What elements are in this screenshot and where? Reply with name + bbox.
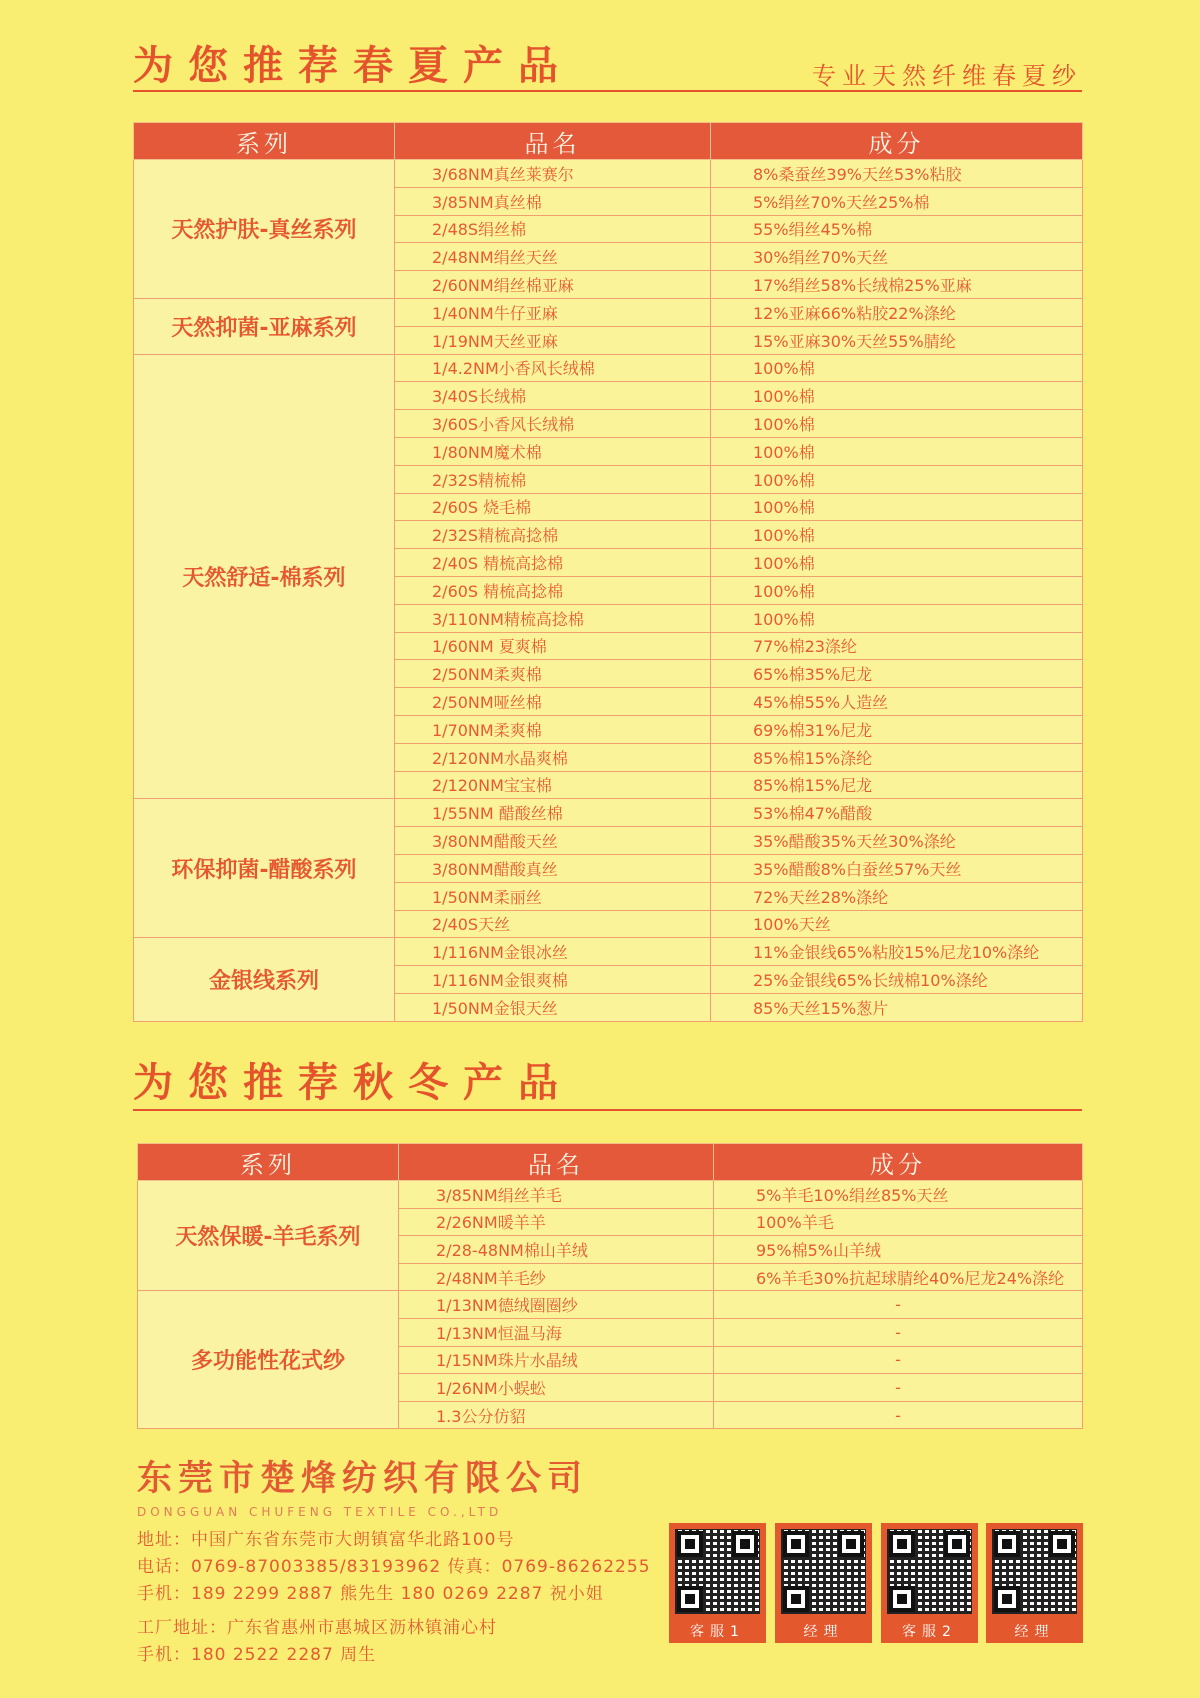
table-row <box>134 799 1083 827</box>
composition-cell: 35%醋酸35%天丝30%涤纶 <box>711 827 1083 855</box>
composition-cell: 100%棉 <box>711 604 1083 632</box>
product-name-cell: 2/60S 精梳高捻棉 <box>395 576 711 604</box>
table-row <box>134 938 1083 966</box>
column-header-series: 系列 <box>138 1144 399 1181</box>
series-cell: 多功能性花式纱 <box>138 1291 399 1429</box>
composition-cell: 30%绢丝70%天丝 <box>711 243 1083 271</box>
product-name-cell: 2/50NM柔爽棉 <box>395 660 711 688</box>
table-row <box>134 160 1083 188</box>
product-name-cell: 1/55NM 醋酸丝棉 <box>395 799 711 827</box>
spring-section-subtitle: 专业天然纤维春夏纱 <box>812 62 1082 90</box>
composition-cell: 100%棉 <box>711 521 1083 549</box>
product-name-cell: 2/60S 烧毛棉 <box>395 493 711 521</box>
composition-cell: 69%棉31%尼龙 <box>711 715 1083 743</box>
composition-cell: 100%棉 <box>711 549 1083 577</box>
product-name-cell: 1/80NM魔术棉 <box>395 437 711 465</box>
qr-code-icon <box>992 1529 1077 1614</box>
product-name-cell: 1/40NM牛仔亚麻 <box>395 298 711 326</box>
mobile-line: 手机：189 2299 2887 熊先生 180 0269 2287 祝小姐 <box>137 1584 604 1604</box>
product-name-cell: 1/26NM小蜈蚣 <box>399 1374 714 1402</box>
series-cell: 天然舒适-棉系列 <box>134 354 395 799</box>
product-name-cell: 3/80NM醋酸天丝 <box>395 827 711 855</box>
address-line: 地址：中国广东省东莞市大朗镇富华北路100号 <box>137 1530 515 1550</box>
product-name-cell: 2/40S天丝 <box>395 910 711 938</box>
composition-cell: - <box>714 1346 1083 1374</box>
product-name-cell: 2/120NM水晶爽棉 <box>395 743 711 771</box>
column-header-composition: 成分 <box>714 1144 1083 1181</box>
product-name-cell: 2/48NM羊毛纱 <box>399 1263 714 1291</box>
table-row <box>134 354 1083 382</box>
spring-section-title: 为您推荐春夏产品 <box>133 43 573 89</box>
table-row <box>138 1181 1083 1209</box>
product-name-cell: 1/60NM 夏爽棉 <box>395 632 711 660</box>
product-name-cell: 2/48S绢丝棉 <box>395 215 711 243</box>
composition-cell: 12%亚麻66%粘胶22%涤纶 <box>711 298 1083 326</box>
composition-cell: 85%天丝15%葱片 <box>711 993 1083 1021</box>
office-contacts <box>137 1527 651 1608</box>
composition-cell: 5%羊毛10%绢丝85%天丝 <box>714 1181 1083 1209</box>
product-name-cell: 1/70NM柔爽棉 <box>395 715 711 743</box>
product-name-cell: 1/15NM珠片水晶绒 <box>399 1346 714 1374</box>
composition-cell: 17%绢丝58%长绒棉25%亚麻 <box>711 271 1083 299</box>
autumn-table-body <box>138 1181 1083 1429</box>
series-cell: 天然保暖-羊毛系列 <box>138 1181 399 1291</box>
composition-cell: - <box>714 1374 1083 1402</box>
autumn-section-title: 为您推荐秋冬产品 <box>133 1060 573 1106</box>
company-block <box>137 1459 589 1519</box>
product-name-cell: 1/50NM柔丽丝 <box>395 882 711 910</box>
product-name-cell: 1.3公分仿貂 <box>399 1401 714 1429</box>
product-name-cell: 1/116NM金银爽棉 <box>395 966 711 994</box>
product-name-cell: 2/48NM绢丝天丝 <box>395 243 711 271</box>
autumn-product-table <box>137 1143 1083 1429</box>
product-name-cell: 2/60NM绢丝棉亚麻 <box>395 271 711 299</box>
product-name-cell: 2/32S精梳高捻棉 <box>395 521 711 549</box>
product-name-cell: 3/40S长绒棉 <box>395 382 711 410</box>
autumn-title-rule <box>133 1109 1082 1111</box>
spring-table-body <box>134 160 1083 1022</box>
composition-cell: 100%棉 <box>711 465 1083 493</box>
product-name-cell: 3/110NM精梳高捻棉 <box>395 604 711 632</box>
composition-cell: 100%棉 <box>711 493 1083 521</box>
qr-code-customer-service-2[interactable] <box>881 1523 978 1643</box>
product-name-cell: 2/32S精梳棉 <box>395 465 711 493</box>
qr-code-icon <box>675 1529 760 1614</box>
qr-code-icon <box>887 1529 972 1614</box>
composition-cell: 53%棉47%醋酸 <box>711 799 1083 827</box>
composition-cell: - <box>714 1291 1083 1319</box>
qr-label: 经理 <box>1014 1624 1055 1640</box>
series-cell: 金银线系列 <box>134 938 395 1021</box>
composition-cell: 95%棉5%山羊绒 <box>714 1236 1083 1264</box>
company-name-cn: 东莞市楚烽纺织有限公司 <box>137 1459 589 1499</box>
composition-cell: 77%棉23涤纶 <box>711 632 1083 660</box>
product-name-cell: 1/13NM恒温马海 <box>399 1318 714 1346</box>
composition-cell: 6%羊毛30%抗起球腈纶40%尼龙24%涤纶 <box>714 1263 1083 1291</box>
series-cell: 天然护肤-真丝系列 <box>134 160 395 299</box>
spring-title-rule <box>133 90 1082 92</box>
product-name-cell: 2/120NM宝宝棉 <box>395 771 711 799</box>
composition-cell: 8%桑蚕丝39%天丝53%粘胶 <box>711 160 1083 188</box>
factory-address-line: 工厂地址：广东省惠州市惠城区沥林镇浦心村 <box>137 1618 497 1638</box>
qr-label: 客服1 <box>690 1624 745 1640</box>
column-header-series: 系列 <box>134 123 395 160</box>
composition-cell: 72%天丝28%涤纶 <box>711 882 1083 910</box>
column-header-name: 品名 <box>395 123 711 160</box>
table-row <box>138 1291 1083 1319</box>
product-name-cell: 2/28-48NM棉山羊绒 <box>399 1236 714 1264</box>
composition-cell: 65%棉35%尼龙 <box>711 660 1083 688</box>
product-name-cell: 2/40S 精梳高捻棉 <box>395 549 711 577</box>
composition-cell: - <box>714 1318 1083 1346</box>
product-name-cell: 3/68NM真丝莱赛尔 <box>395 160 711 188</box>
composition-cell: 100%棉 <box>711 437 1083 465</box>
product-name-cell: 1/50NM金银天丝 <box>395 993 711 1021</box>
qr-code-manager-1[interactable] <box>775 1523 872 1643</box>
qr-code-icon <box>781 1529 866 1614</box>
company-name-en: DONGGUAN CHUFENG TEXTILE CO.,LTD <box>137 1505 503 1519</box>
composition-cell: 100%天丝 <box>711 910 1083 938</box>
composition-cell: 100%棉 <box>711 576 1083 604</box>
column-header-name: 品名 <box>399 1144 714 1181</box>
composition-cell: 5%绢丝70%天丝25%棉 <box>711 187 1083 215</box>
composition-cell: 85%棉15%尼龙 <box>711 771 1083 799</box>
composition-cell: 100%棉 <box>711 382 1083 410</box>
table-row <box>134 298 1083 326</box>
product-name-cell: 2/50NM哑丝棉 <box>395 688 711 716</box>
series-cell: 环保抑菌-醋酸系列 <box>134 799 395 938</box>
product-name-cell: 3/85NM绢丝羊毛 <box>399 1181 714 1209</box>
composition-cell: 85%棉15%涤纶 <box>711 743 1083 771</box>
product-name-cell: 1/116NM金银冰丝 <box>395 938 711 966</box>
product-name-cell: 2/26NM暖羊羊 <box>399 1208 714 1236</box>
product-name-cell: 1/4.2NM小香风长绒棉 <box>395 354 711 382</box>
product-name-cell: 1/13NM德绒圈圈纱 <box>399 1291 714 1319</box>
composition-cell: 11%金银线65%粘胶15%尼龙10%涤纶 <box>711 938 1083 966</box>
qr-code-manager-2[interactable] <box>986 1523 1083 1643</box>
composition-cell: 55%绢丝45%棉 <box>711 215 1083 243</box>
product-name-cell: 1/19NM天丝亚麻 <box>395 326 711 354</box>
composition-cell: 100%棉 <box>711 410 1083 438</box>
product-name-cell: 3/85NM真丝棉 <box>395 187 711 215</box>
composition-cell: 35%醋酸8%白蚕丝57%天丝 <box>711 854 1083 882</box>
qr-label: 客服2 <box>902 1624 957 1640</box>
factory-mobile-line: 手机：180 2522 2287 周生 <box>137 1645 377 1665</box>
composition-cell: 15%亚麻30%天丝55%腈纶 <box>711 326 1083 354</box>
factory-contacts <box>137 1615 497 1669</box>
phone-fax-line: 电话：0769-87003385/83193962 传真：0769-86262255 <box>137 1557 651 1577</box>
column-header-composition: 成分 <box>711 123 1083 160</box>
product-name-cell: 3/60S小香风长绒棉 <box>395 410 711 438</box>
composition-cell: 100%棉 <box>711 354 1083 382</box>
series-cell: 天然抑菌-亚麻系列 <box>134 298 395 354</box>
composition-cell: 25%金银线65%长绒棉10%涤纶 <box>711 966 1083 994</box>
composition-cell: - <box>714 1401 1083 1429</box>
qr-code-customer-service-1[interactable] <box>669 1523 766 1643</box>
composition-cell: 100%羊毛 <box>714 1208 1083 1236</box>
qr-label: 经理 <box>803 1624 844 1640</box>
product-name-cell: 3/80NM醋酸真丝 <box>395 854 711 882</box>
composition-cell: 45%棉55%人造丝 <box>711 688 1083 716</box>
spring-product-table <box>133 122 1083 1022</box>
